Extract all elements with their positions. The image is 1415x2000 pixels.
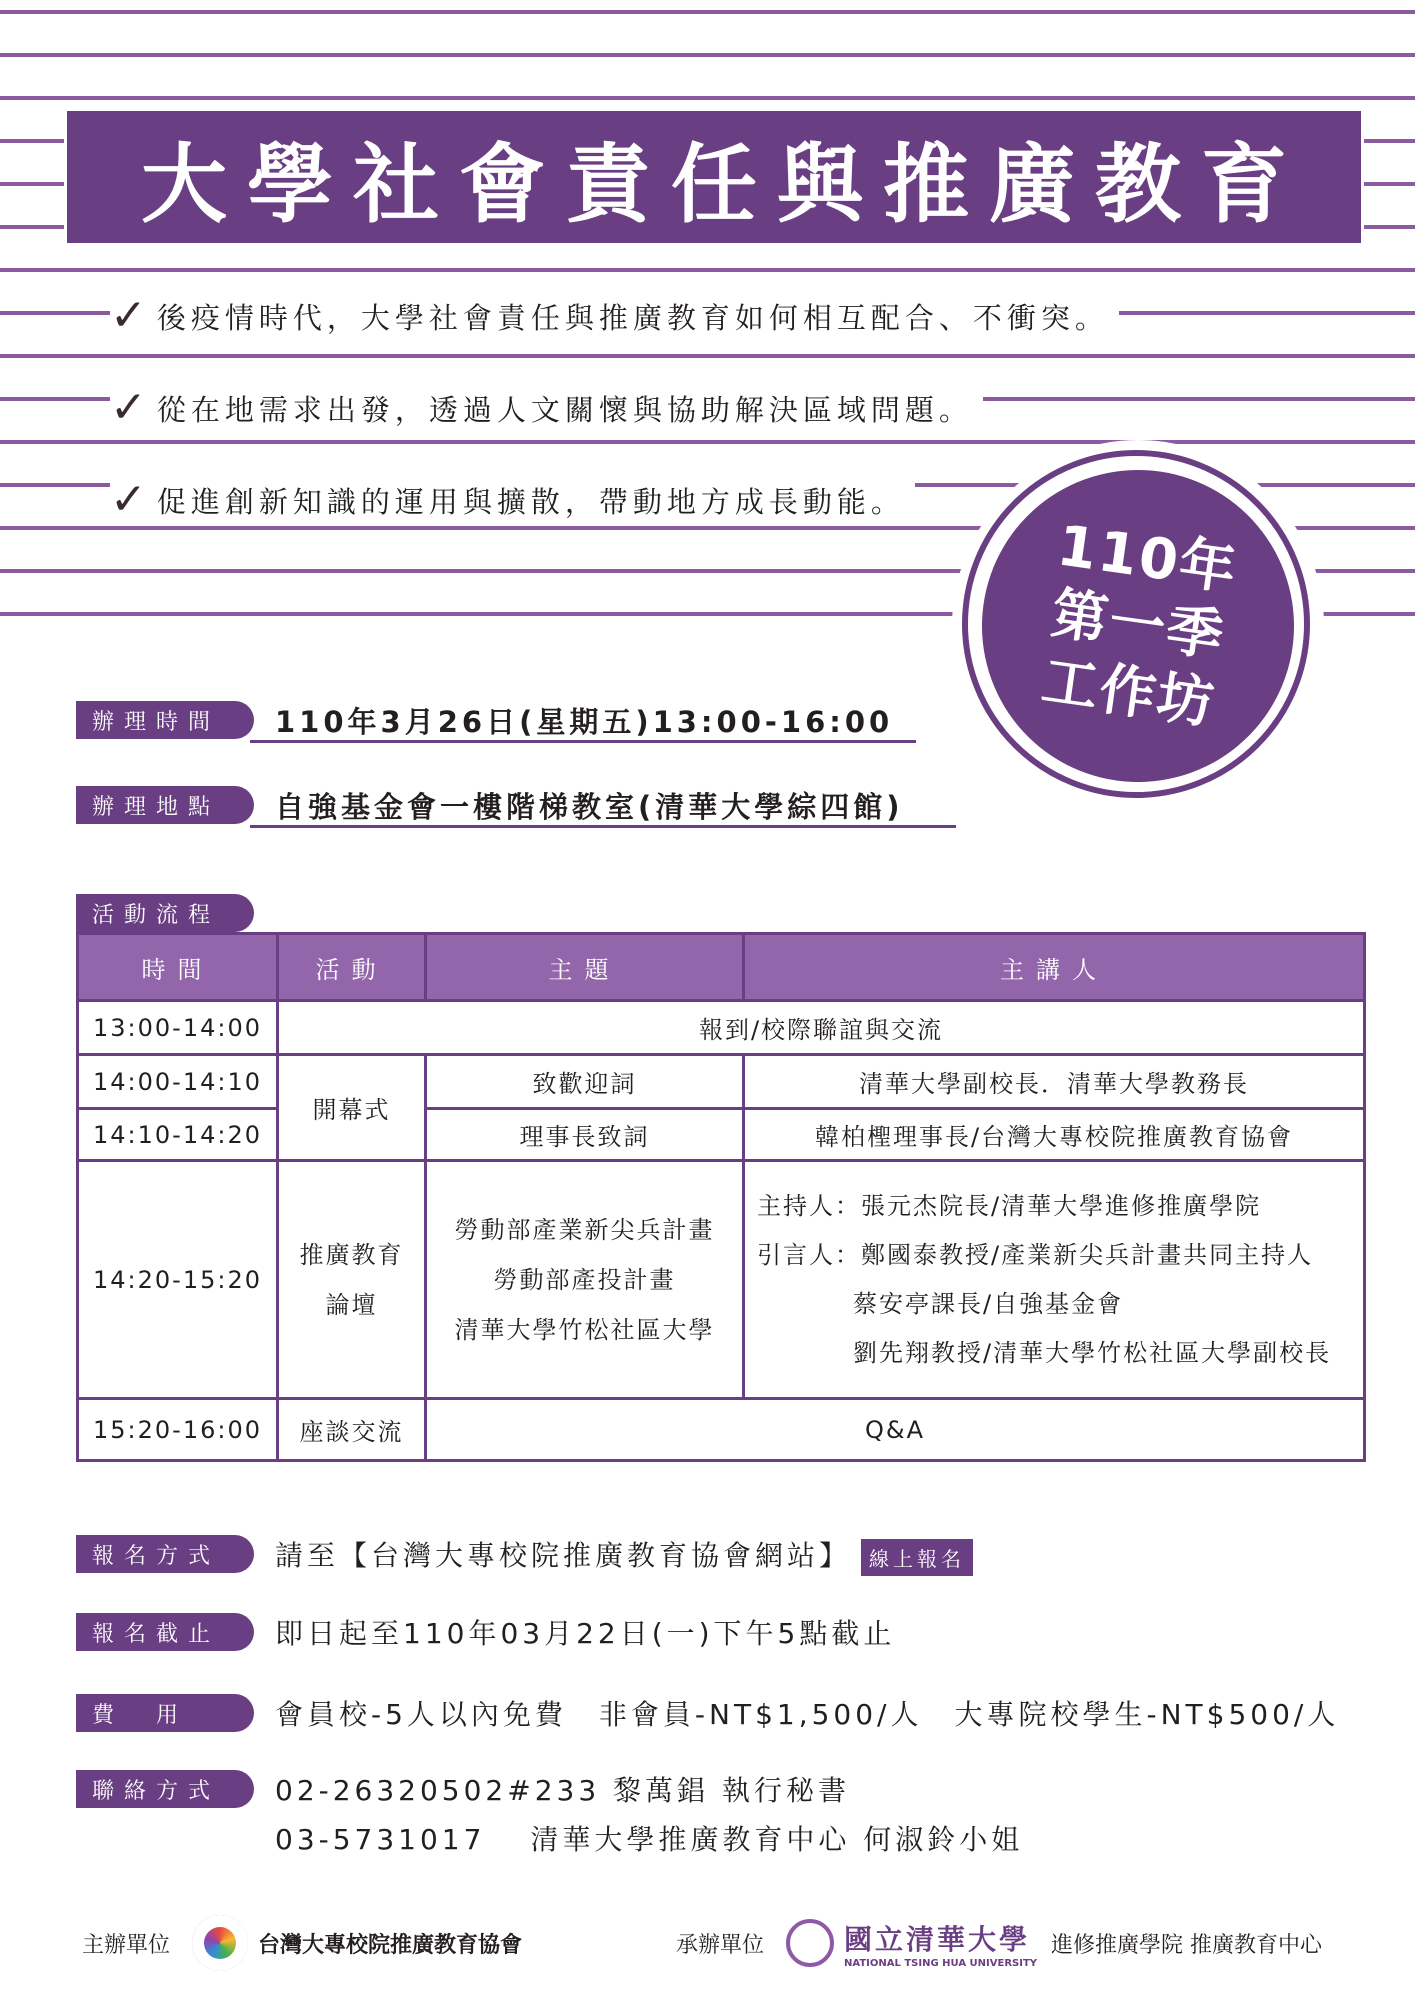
stripe [0, 354, 1415, 358]
bullet-text: 後疫情時代，大學社會責任與推廣教育如何相互配合、不衝突。 [156, 300, 1109, 335]
table-row [78, 1399, 1365, 1461]
row-activity [278, 1161, 426, 1399]
time-label: 辦理時間 [76, 701, 254, 739]
schedule-label: 活動流程 [76, 894, 254, 932]
organizer-units: 進修推廣學院 推廣教育中心 [1051, 1932, 1323, 1958]
check-icon: ✓ [110, 474, 147, 525]
check-icon: ✓ [110, 382, 147, 433]
speaker-line: 蔡安亭課長/自強基金會 [853, 1289, 1124, 1318]
topic-line: 勞動部產投計畫 [493, 1265, 676, 1294]
row-topic: 致歡迎詞 [426, 1055, 744, 1109]
row-activity: 座談交流 [278, 1399, 426, 1461]
stripe [0, 53, 1415, 57]
row-time: 14:00-14:10 [78, 1055, 278, 1109]
header-time: 時間 [78, 934, 278, 1001]
university-name-en: NATIONAL TSING HUA UNIVERSITY [844, 1957, 1038, 1969]
table-row [78, 1161, 1365, 1399]
row-time: 13:00-14:00 [78, 1001, 278, 1055]
host-unit [82, 1908, 522, 1978]
host-name: 台灣大專校院推廣教育協會 [258, 1932, 523, 1958]
contact-line-1: 02-26320502#233 黎萬錩 執行秘書 [275, 1774, 850, 1807]
bullet-item [110, 290, 1119, 342]
bullet-item [110, 474, 915, 526]
speaker-line: 引言人：鄭國泰教授/產業新尖兵計畫共同主持人 [757, 1240, 1314, 1269]
schedule-table [76, 932, 1366, 1462]
header-topic: 主題 [426, 934, 744, 1001]
method-label: 報名方式 [76, 1535, 254, 1573]
contact-line-2: 03-5731017 清華大學推廣教育中心 何淑鈴小姐 [275, 1823, 1024, 1856]
page-title: 大學社會責任與推廣教育 [141, 135, 1307, 235]
table-row [78, 1001, 1365, 1055]
row-time: 14:10-14:20 [78, 1109, 278, 1161]
row-time: 15:20-16:00 [78, 1399, 278, 1461]
association-logo-icon [192, 1915, 248, 1971]
place-label: 辦理地點 [76, 786, 254, 824]
online-register-link[interactable]: 線上報名 [861, 1539, 973, 1576]
speaker-line: 劉先翔教授/清華大學竹松社區大學副校長 [853, 1338, 1332, 1367]
stripe [0, 268, 1415, 272]
deadline-value: 即日起至110年03月22日(一)下午5點截止 [275, 1617, 896, 1650]
stripe [0, 96, 1415, 100]
topic-line: 勞動部產業新尖兵計畫 [454, 1215, 715, 1244]
bullet-text: 從在地需求出發，透過人文關懷與協助解決區域問題。 [156, 392, 973, 427]
row-merged: Q&A [426, 1399, 1365, 1461]
check-icon: ✓ [110, 290, 147, 341]
stripe [0, 440, 1415, 444]
fee-value: 會員校-5人以內免費 非會員-NT$1,500/人 大專院校學生-NT$500/人 [275, 1698, 1340, 1731]
header-activity: 活動 [278, 934, 426, 1001]
header-speaker: 主講人 [744, 934, 1365, 1001]
deadline-label: 報名截止 [76, 1613, 254, 1651]
activity-line: 推廣教育 [299, 1240, 404, 1269]
bullet-item [110, 382, 983, 434]
topic-line: 清華大學竹松社區大學 [454, 1315, 715, 1344]
badge-workshop: 工作坊 [1037, 648, 1220, 738]
contact-label: 聯絡方式 [76, 1770, 254, 1808]
fee-label: 費 用 [76, 1694, 254, 1732]
host-label: 主辦單位 [82, 1932, 171, 1958]
method-value [275, 1534, 973, 1576]
time-underline [250, 740, 916, 743]
activity-line: 論壇 [325, 1290, 378, 1319]
bullet-text: 促進創新知識的運用與擴散，帶動地方成長動能。 [156, 484, 905, 519]
method-text: 請至【台灣大專校院推廣教育協會網站】 [275, 1539, 852, 1572]
row-speaker [744, 1161, 1365, 1399]
badge-quarter: 第一季 [1047, 581, 1229, 670]
row-topic: 理事長致詞 [426, 1109, 744, 1161]
row-topic [426, 1161, 744, 1399]
badge-year: 110年 [1053, 512, 1242, 603]
table-row [78, 1055, 1365, 1109]
university-seal-icon [786, 1919, 834, 1967]
organizer-unit [676, 1908, 1322, 1978]
university-name: 國立清華大學 [844, 1922, 1031, 1956]
speaker-line: 主持人：張元杰院長/清華大學進修推廣學院 [757, 1191, 1262, 1220]
university-logo [844, 1918, 1037, 1969]
organizer-label: 承辦單位 [676, 1932, 765, 1958]
row-activity: 開幕式 [278, 1055, 426, 1161]
row-speaker: 清華大學副校長．清華大學教務長 [744, 1055, 1365, 1109]
table-row [78, 1109, 1365, 1161]
place-underline [250, 825, 956, 828]
stripe [0, 10, 1415, 14]
row-time: 14:20-15:20 [78, 1161, 278, 1399]
time-value: 110年3月26日(星期五)13:00-16:00 [275, 705, 894, 739]
place-value: 自強基金會一樓階梯教室(清華大學綜四館) [275, 790, 904, 824]
row-merged: 報到/校際聯誼與交流 [278, 1001, 1365, 1055]
table-header-row [78, 934, 1365, 1001]
row-speaker: 韓柏檉理事長/台灣大專校院推廣教育協會 [744, 1109, 1365, 1161]
title-banner [64, 108, 1364, 246]
